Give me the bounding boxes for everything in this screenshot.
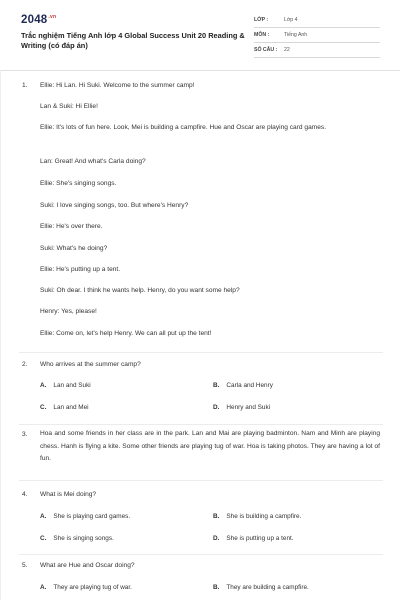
answer-option-b[interactable] <box>213 513 301 520</box>
option-letter: B. <box>213 382 220 389</box>
question-number: 3. <box>22 431 28 438</box>
option-text: Lan and Suki <box>53 382 91 389</box>
site-logo[interactable] <box>21 14 56 26</box>
dialogue-line: Lan: Great! And what's Carla doing? <box>40 158 146 165</box>
answer-option-d[interactable] <box>213 535 294 542</box>
meta-label-count: SỐ CÂU : <box>254 47 278 53</box>
question-divider <box>19 424 383 425</box>
dialogue-line: Ellie: Hi Lan. Hi Suki. Welcome to the summer camp! <box>40 82 195 89</box>
question-text: What is Mei doing? <box>40 491 97 498</box>
question-number: 1. <box>22 82 28 89</box>
option-text: She is building a campfire. <box>226 513 302 520</box>
option-text: Lan and Mei <box>53 404 89 411</box>
option-letter: D. <box>213 535 220 542</box>
answer-option-a[interactable] <box>40 584 132 591</box>
question-list <box>0 70 400 600</box>
dialogue-line: Suki: What's he doing? <box>40 245 108 252</box>
logo-text: 2048 <box>21 14 48 26</box>
meta-value-class: Lớp 4 <box>284 17 298 23</box>
option-letter: A. <box>40 513 47 520</box>
meta-divider <box>254 42 380 43</box>
answer-option-d[interactable] <box>213 404 270 411</box>
question-divider <box>19 480 383 481</box>
option-text: Carla and Henry <box>226 382 273 389</box>
meta-value-subject: Tiếng Anh <box>284 32 308 38</box>
meta-value-count: 22 <box>284 47 290 53</box>
dialogue-line: Ellie: He's putting up a tent. <box>40 266 121 273</box>
logo-suffix: .vn <box>48 14 57 21</box>
option-text: She is putting up a tent. <box>226 535 294 542</box>
meta-label-subject: MÔN : <box>254 32 270 38</box>
dialogue-line: Suki: I love singing songs, too. But where's Henry? <box>40 202 189 209</box>
option-text: Henry and Suki <box>226 404 271 411</box>
meta-divider <box>254 27 380 28</box>
question-divider <box>19 352 383 353</box>
option-letter: C. <box>40 535 47 542</box>
question-text: What are Hue and Oscar doing? <box>40 562 135 569</box>
option-letter: B. <box>213 584 220 591</box>
question-number: 4. <box>22 491 28 498</box>
meta-divider <box>254 57 380 58</box>
option-text: She is playing card games. <box>53 513 131 520</box>
dialogue-line: Henry: Yes, please! <box>40 308 97 315</box>
option-letter: A. <box>40 382 47 389</box>
answer-option-a[interactable] <box>40 382 91 389</box>
dialogue-line: Ellie: She's singing songs. <box>40 180 117 187</box>
dialogue-line: Ellie: He's over there. <box>40 223 103 230</box>
question-number: 2. <box>22 361 28 368</box>
answer-option-b[interactable] <box>213 584 309 591</box>
question-divider <box>19 554 383 555</box>
answer-option-c[interactable] <box>40 404 89 411</box>
option-letter: B. <box>213 513 220 520</box>
answer-option-b[interactable] <box>213 382 273 389</box>
reading-passage: Hoa and some friends in her class are in the park. Lan and Mai are playing badminton. Nam and Minh are playing chess. Hanh is flying a kite. Some other friends are playing tug of war. Hoa is taking photos. They are having a lot of fun. <box>40 430 380 462</box>
option-letter: C. <box>40 404 47 411</box>
dialogue-line: Lan & Suki: Hi Ellie! <box>40 103 98 110</box>
option-letter: D. <box>213 404 220 411</box>
page-title: Trắc nghiệm Tiếng Anh lớp 4 Global Success Unit 20 Reading & Writing (có đáp án) <box>21 31 245 50</box>
answer-option-c[interactable] <box>40 535 114 542</box>
option-text: They are building a campfire. <box>226 584 309 591</box>
dialogue-line: Suki: Oh dear. I think he wants help. Henry, do you want some help? <box>40 287 240 294</box>
option-letter: A. <box>40 584 47 591</box>
dialogue-line: Ellie: Come on, let's help Henry. We can all put up the tent! <box>40 330 212 337</box>
option-text: She is singing songs. <box>53 535 114 542</box>
question-text: Who arrives at the summer camp? <box>40 361 141 368</box>
answer-option-a[interactable] <box>40 513 130 520</box>
meta-label-class: LỚP : <box>254 17 269 23</box>
option-text: They are playing tug of war. <box>53 584 132 591</box>
dialogue-line: Ellie: It's lots of fun here. Look, Mei is building a campfire. Hue and Oscar are playing card games. <box>40 124 327 131</box>
page-header <box>0 0 400 62</box>
question-number: 5. <box>22 562 28 569</box>
